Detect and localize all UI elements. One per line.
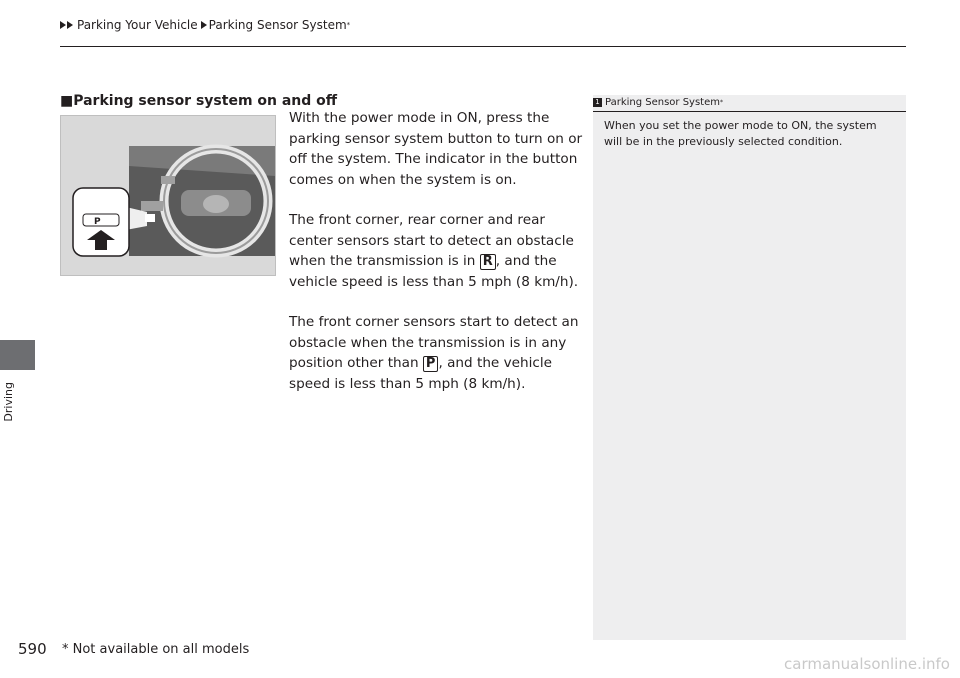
section-label: Driving: [2, 382, 15, 422]
asterisk: *: [346, 21, 351, 29]
arrow-icon: [201, 21, 207, 29]
park-key-icon: P: [423, 356, 439, 372]
body-text: [289, 108, 589, 414]
parking-sensor-button-label: P: [94, 217, 101, 227]
page-number: 590: [18, 640, 47, 658]
paragraph-2: The front corner, rear corner and rear center sensors start to detect an obstacle when the transmission is in R , and the vehicle speed is less than 5 mph (8 km/h).: [289, 212, 579, 290]
arrow-icon: [67, 21, 73, 29]
reverse-key-icon: R: [480, 254, 496, 270]
dashboard-illustration: [60, 115, 276, 276]
sidebar-title: 1 Parking Sensor System *: [593, 97, 723, 108]
reference-icon: 1: [593, 98, 602, 107]
header-rule: [60, 46, 906, 47]
paragraph-1: With the power mode in ON, press the parking sensor system button to turn on or off the system. The indicator in the button comes on when the system is on.: [289, 110, 583, 188]
steering-wheel-illustration: [61, 116, 275, 275]
breadcrumb-item-parking-your-vehicle[interactable]: Parking Your Vehicle: [77, 18, 198, 32]
arrow-icon: [60, 21, 66, 29]
paragraph-3: The front corner sensors start to detect an obstacle when the transmission is in any position other than P , and the vehicle speed is less than 5 mph (8 km/h).: [289, 314, 579, 392]
breadcrumb: [60, 18, 350, 32]
section-tab: [0, 340, 35, 370]
sidebar-text: When you set the power mode to ON, the system will be in the previously selected condition.: [604, 119, 877, 148]
breadcrumb-item-parking-sensor-system[interactable]: Parking Sensor System: [208, 18, 347, 32]
section-heading: ■Parking sensor system on and off: [60, 93, 338, 109]
sidebar-rule: [593, 111, 906, 112]
watermark: carmanualsonline.info: [784, 655, 950, 673]
footnote: * Not available on all models: [62, 642, 250, 657]
sidebar-panel: [593, 95, 906, 640]
